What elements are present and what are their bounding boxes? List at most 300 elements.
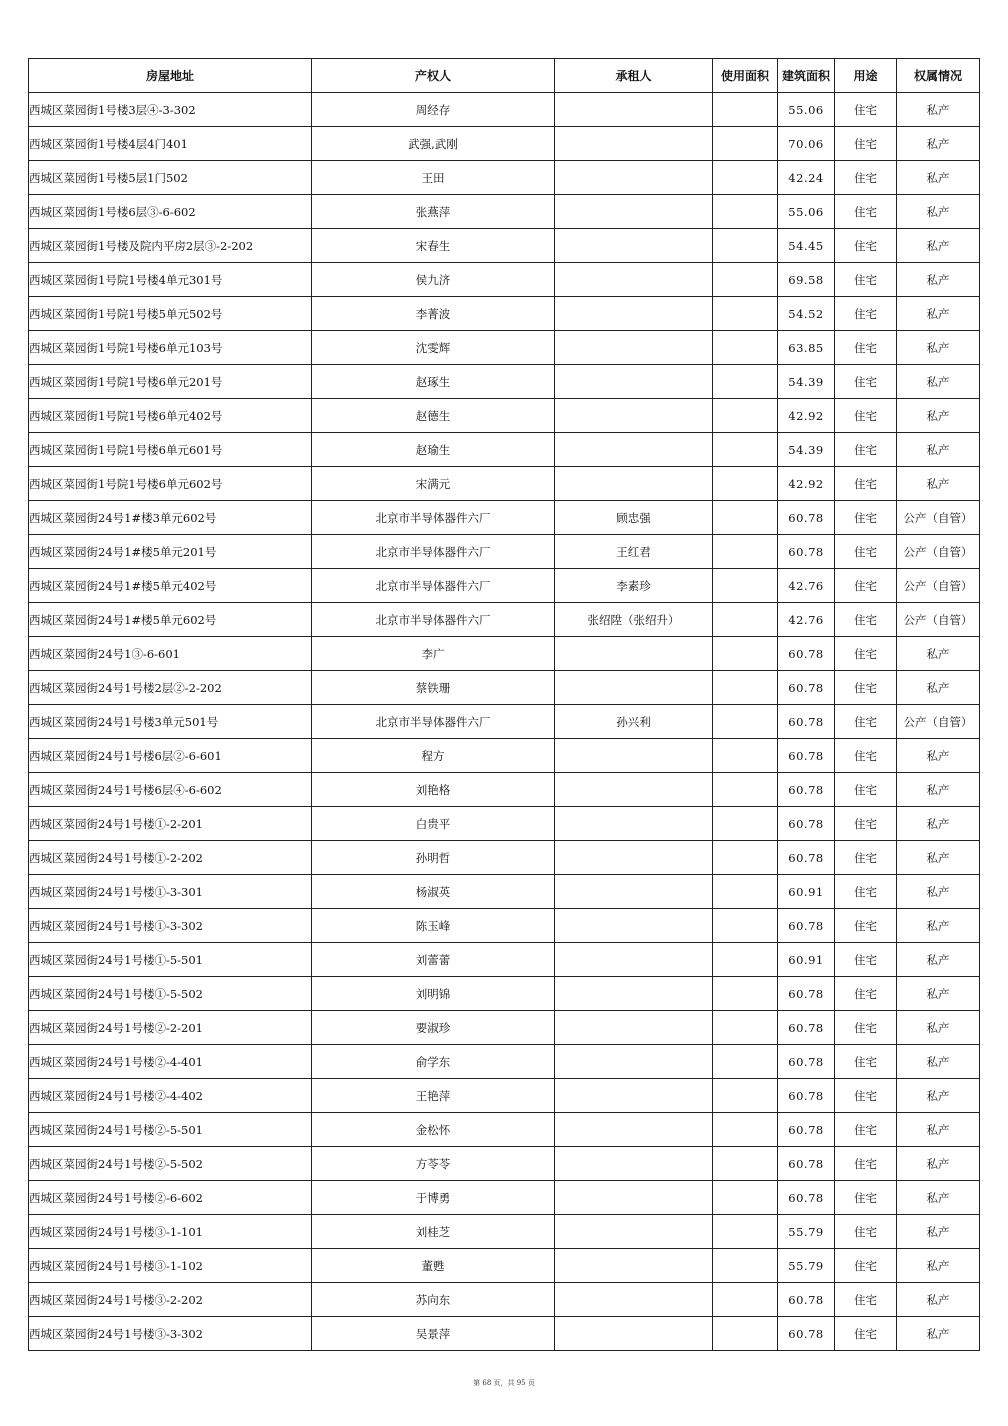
- cell-use-area: [713, 909, 778, 943]
- cell-build-area: 55.06: [778, 93, 835, 127]
- cell-rights: 私产: [897, 195, 980, 229]
- cell-tenant: [555, 739, 713, 773]
- cell-usage: 住宅: [835, 467, 897, 501]
- cell-tenant: [555, 229, 713, 263]
- cell-tenant: [555, 1181, 713, 1215]
- cell-build-area: 42.24: [778, 161, 835, 195]
- cell-tenant: [555, 1147, 713, 1181]
- cell-build-area: 54.39: [778, 365, 835, 399]
- cell-address: 西城区菜园街24号1号楼2层②-2-202: [29, 671, 312, 705]
- header-owner: 产权人: [312, 59, 555, 93]
- cell-build-area: 60.78: [778, 807, 835, 841]
- cell-address: 西城区菜园街24号1#楼5单元201号: [29, 535, 312, 569]
- cell-use-area: [713, 433, 778, 467]
- table-row: [29, 1011, 980, 1045]
- cell-build-area: 60.78: [778, 637, 835, 671]
- table-row: [29, 433, 980, 467]
- cell-build-area: 42.92: [778, 399, 835, 433]
- cell-tenant: [555, 977, 713, 1011]
- cell-usage: 住宅: [835, 1147, 897, 1181]
- cell-build-area: 70.06: [778, 127, 835, 161]
- cell-owner: 宋春生: [312, 229, 555, 263]
- cell-rights: 私产: [897, 1181, 980, 1215]
- cell-build-area: 54.39: [778, 433, 835, 467]
- cell-use-area: [713, 1317, 778, 1351]
- cell-use-area: [713, 603, 778, 637]
- cell-tenant: [555, 773, 713, 807]
- cell-build-area: 60.78: [778, 1317, 835, 1351]
- cell-address: 西城区菜园街24号1号楼②-4-402: [29, 1079, 312, 1113]
- cell-use-area: [713, 1283, 778, 1317]
- cell-address: 西城区菜园街24号1号楼①-3-301: [29, 875, 312, 909]
- cell-use-area: [713, 671, 778, 705]
- cell-usage: 住宅: [835, 501, 897, 535]
- cell-address: 西城区菜园街1号楼4层4门401: [29, 127, 312, 161]
- cell-address: 西城区菜园街24号1号楼②-5-502: [29, 1147, 312, 1181]
- cell-usage: 住宅: [835, 603, 897, 637]
- header-usage: 用途: [835, 59, 897, 93]
- cell-usage: 住宅: [835, 773, 897, 807]
- cell-rights: 私产: [897, 1249, 980, 1283]
- table-row: [29, 127, 980, 161]
- cell-rights: 私产: [897, 807, 980, 841]
- table-row: [29, 841, 980, 875]
- cell-tenant: [555, 1317, 713, 1351]
- cell-address: 西城区菜园街24号1号楼①-3-302: [29, 909, 312, 943]
- cell-tenant: 李素珍: [555, 569, 713, 603]
- cell-use-area: [713, 399, 778, 433]
- cell-owner: 北京市半导体器件六厂: [312, 501, 555, 535]
- cell-owner: 俞学东: [312, 1045, 555, 1079]
- table-row: [29, 671, 980, 705]
- cell-tenant: [555, 1011, 713, 1045]
- table-row: [29, 195, 980, 229]
- cell-owner: 北京市半导体器件六厂: [312, 705, 555, 739]
- cell-usage: 住宅: [835, 297, 897, 331]
- cell-build-area: 60.78: [778, 841, 835, 875]
- cell-usage: 住宅: [835, 93, 897, 127]
- table-row: [29, 93, 980, 127]
- cell-owner: 于博勇: [312, 1181, 555, 1215]
- cell-use-area: [713, 365, 778, 399]
- table-row: [29, 909, 980, 943]
- cell-build-area: 60.78: [778, 705, 835, 739]
- cell-usage: 住宅: [835, 1045, 897, 1079]
- cell-build-area: 60.78: [778, 501, 835, 535]
- cell-rights: 私产: [897, 1317, 980, 1351]
- cell-build-area: 69.58: [778, 263, 835, 297]
- cell-rights: 私产: [897, 1113, 980, 1147]
- cell-rights: 私产: [897, 671, 980, 705]
- cell-build-area: 60.78: [778, 977, 835, 1011]
- table-row: [29, 569, 980, 603]
- cell-rights: 私产: [897, 909, 980, 943]
- table-row: [29, 467, 980, 501]
- cell-usage: 住宅: [835, 569, 897, 603]
- cell-build-area: 54.45: [778, 229, 835, 263]
- cell-address: 西城区菜园街24号1号楼6层④-6-602: [29, 773, 312, 807]
- cell-tenant: [555, 841, 713, 875]
- cell-address: 西城区菜园街24号1#楼5单元402号: [29, 569, 312, 603]
- cell-usage: 住宅: [835, 399, 897, 433]
- table-row: [29, 875, 980, 909]
- cell-rights: 私产: [897, 433, 980, 467]
- header-tenant: 承租人: [555, 59, 713, 93]
- cell-use-area: [713, 263, 778, 297]
- cell-address: 西城区菜园街24号1号楼①-5-502: [29, 977, 312, 1011]
- cell-build-area: 54.52: [778, 297, 835, 331]
- table-row: [29, 297, 980, 331]
- cell-owner: 吴景萍: [312, 1317, 555, 1351]
- cell-address: 西城区菜园街24号1号楼①-5-501: [29, 943, 312, 977]
- cell-rights: 公产（自管）: [897, 603, 980, 637]
- cell-use-area: [713, 637, 778, 671]
- cell-use-area: [713, 161, 778, 195]
- property-table: [28, 58, 980, 1351]
- cell-usage: 住宅: [835, 433, 897, 467]
- cell-tenant: [555, 93, 713, 127]
- cell-rights: 私产: [897, 1283, 980, 1317]
- cell-tenant: [555, 637, 713, 671]
- cell-address: 西城区菜园街24号1号楼②-6-602: [29, 1181, 312, 1215]
- cell-rights: 私产: [897, 739, 980, 773]
- table-row: [29, 535, 980, 569]
- cell-address: 西城区菜园街24号1号楼②-2-201: [29, 1011, 312, 1045]
- cell-tenant: [555, 909, 713, 943]
- cell-address: 西城区菜园街24号1号楼③-1-101: [29, 1215, 312, 1249]
- table-row: [29, 1215, 980, 1249]
- table-row: [29, 603, 980, 637]
- cell-build-area: 55.79: [778, 1249, 835, 1283]
- header-rights: 权属情况: [897, 59, 980, 93]
- cell-owner: 方苓苓: [312, 1147, 555, 1181]
- cell-usage: 住宅: [835, 705, 897, 739]
- table-row: [29, 1283, 980, 1317]
- cell-use-area: [713, 569, 778, 603]
- cell-build-area: 60.91: [778, 875, 835, 909]
- cell-build-area: 42.92: [778, 467, 835, 501]
- page-footer: 第 68 页，共 95 页: [473, 1379, 535, 1387]
- cell-rights: 私产: [897, 1045, 980, 1079]
- cell-address: 西城区菜园街24号1号楼③-2-202: [29, 1283, 312, 1317]
- table-row: [29, 501, 980, 535]
- table-row: [29, 331, 980, 365]
- cell-use-area: [713, 1079, 778, 1113]
- header-address: 房屋地址: [29, 59, 312, 93]
- cell-usage: 住宅: [835, 1181, 897, 1215]
- cell-usage: 住宅: [835, 1283, 897, 1317]
- cell-tenant: 孙兴利: [555, 705, 713, 739]
- cell-tenant: [555, 263, 713, 297]
- cell-use-area: [713, 773, 778, 807]
- cell-tenant: [555, 331, 713, 365]
- cell-rights: 私产: [897, 773, 980, 807]
- cell-address: 西城区菜园街1号楼5层1门502: [29, 161, 312, 195]
- cell-tenant: [555, 807, 713, 841]
- cell-owner: 北京市半导体器件六厂: [312, 603, 555, 637]
- cell-owner: 李菁波: [312, 297, 555, 331]
- cell-address: 西城区菜园街1号院1号楼6单元602号: [29, 467, 312, 501]
- cell-rights: 私产: [897, 943, 980, 977]
- cell-address: 西城区菜园街1号院1号楼6单元201号: [29, 365, 312, 399]
- cell-address: 西城区菜园街24号1#楼5单元602号: [29, 603, 312, 637]
- cell-use-area: [713, 705, 778, 739]
- cell-usage: 住宅: [835, 127, 897, 161]
- cell-tenant: [555, 1215, 713, 1249]
- cell-usage: 住宅: [835, 841, 897, 875]
- cell-tenant: 王红君: [555, 535, 713, 569]
- cell-tenant: [555, 671, 713, 705]
- cell-build-area: 55.79: [778, 1215, 835, 1249]
- cell-owner: 赵德生: [312, 399, 555, 433]
- cell-build-area: 60.78: [778, 1011, 835, 1045]
- cell-tenant: 张绍陞（张绍升）: [555, 603, 713, 637]
- cell-rights: 私产: [897, 127, 980, 161]
- cell-build-area: 60.78: [778, 1079, 835, 1113]
- cell-owner: 蔡铁珊: [312, 671, 555, 705]
- cell-usage: 住宅: [835, 1079, 897, 1113]
- cell-owner: 宋满元: [312, 467, 555, 501]
- cell-use-area: [713, 1147, 778, 1181]
- table-row: [29, 1079, 980, 1113]
- cell-tenant: [555, 943, 713, 977]
- cell-owner: 周经存: [312, 93, 555, 127]
- cell-tenant: [555, 1045, 713, 1079]
- table-row: [29, 229, 980, 263]
- cell-owner: 刘桂芝: [312, 1215, 555, 1249]
- cell-build-area: 60.78: [778, 1181, 835, 1215]
- cell-rights: 私产: [897, 229, 980, 263]
- cell-address: 西城区菜园街24号1号楼③-1-102: [29, 1249, 312, 1283]
- cell-address: 西城区菜园街24号1号楼6层②-6-601: [29, 739, 312, 773]
- table-row: [29, 1249, 980, 1283]
- cell-owner: 白贵平: [312, 807, 555, 841]
- cell-owner: 孙明哲: [312, 841, 555, 875]
- cell-usage: 住宅: [835, 1215, 897, 1249]
- cell-usage: 住宅: [835, 1317, 897, 1351]
- cell-build-area: 60.78: [778, 1283, 835, 1317]
- cell-address: 西城区菜园街24号1号楼②-4-401: [29, 1045, 312, 1079]
- cell-address: 西城区菜园街24号1号楼②-5-501: [29, 1113, 312, 1147]
- cell-tenant: [555, 1113, 713, 1147]
- cell-address: 西城区菜园街24号1号楼③-3-302: [29, 1317, 312, 1351]
- cell-usage: 住宅: [835, 909, 897, 943]
- table-body: [29, 93, 980, 1351]
- cell-build-area: 60.91: [778, 943, 835, 977]
- cell-address: 西城区菜园街1号楼3层④-3-302: [29, 93, 312, 127]
- cell-usage: 住宅: [835, 331, 897, 365]
- cell-usage: 住宅: [835, 365, 897, 399]
- cell-use-area: [713, 93, 778, 127]
- cell-use-area: [713, 1113, 778, 1147]
- cell-address: 西城区菜园街1号楼6层③-6-602: [29, 195, 312, 229]
- cell-use-area: [713, 1249, 778, 1283]
- cell-build-area: 60.78: [778, 739, 835, 773]
- cell-usage: 住宅: [835, 807, 897, 841]
- cell-tenant: [555, 467, 713, 501]
- cell-owner: 陈玉峰: [312, 909, 555, 943]
- cell-build-area: 60.78: [778, 1147, 835, 1181]
- cell-build-area: 55.06: [778, 195, 835, 229]
- cell-build-area: 60.78: [778, 671, 835, 705]
- cell-tenant: [555, 1249, 713, 1283]
- cell-use-area: [713, 195, 778, 229]
- cell-use-area: [713, 943, 778, 977]
- cell-use-area: [713, 229, 778, 263]
- cell-rights: 私产: [897, 467, 980, 501]
- cell-address: 西城区菜园街1号院1号楼6单元601号: [29, 433, 312, 467]
- cell-owner: 赵琢生: [312, 365, 555, 399]
- header-row: [29, 59, 980, 93]
- cell-owner: 李广: [312, 637, 555, 671]
- cell-rights: 私产: [897, 161, 980, 195]
- table-row: [29, 399, 980, 433]
- cell-owner: 苏向东: [312, 1283, 555, 1317]
- cell-tenant: [555, 1283, 713, 1317]
- cell-build-area: 60.78: [778, 773, 835, 807]
- cell-rights: 公产（自管）: [897, 535, 980, 569]
- cell-address: 西城区菜园街24号1号楼3单元501号: [29, 705, 312, 739]
- cell-use-area: [713, 841, 778, 875]
- cell-address: 西城区菜园街1号院1号楼4单元301号: [29, 263, 312, 297]
- cell-usage: 住宅: [835, 943, 897, 977]
- cell-build-area: 42.76: [778, 603, 835, 637]
- cell-use-area: [713, 535, 778, 569]
- cell-rights: 私产: [897, 637, 980, 671]
- cell-address: 西城区菜园街24号1#楼3单元602号: [29, 501, 312, 535]
- table-row: [29, 773, 980, 807]
- cell-tenant: [555, 1079, 713, 1113]
- cell-use-area: [713, 127, 778, 161]
- cell-owner: 刘艳格: [312, 773, 555, 807]
- cell-usage: 住宅: [835, 671, 897, 705]
- cell-use-area: [713, 1215, 778, 1249]
- cell-address: 西城区菜园街1号院1号楼6单元402号: [29, 399, 312, 433]
- cell-usage: 住宅: [835, 739, 897, 773]
- table-row: [29, 943, 980, 977]
- cell-owner: 杨淑英: [312, 875, 555, 909]
- cell-usage: 住宅: [835, 161, 897, 195]
- cell-address: 西城区菜园街24号1③-6-601: [29, 637, 312, 671]
- table-row: [29, 705, 980, 739]
- cell-rights: 私产: [897, 875, 980, 909]
- cell-use-area: [713, 739, 778, 773]
- cell-build-area: 63.85: [778, 331, 835, 365]
- cell-tenant: [555, 297, 713, 331]
- table-row: [29, 1113, 980, 1147]
- cell-rights: 私产: [897, 331, 980, 365]
- cell-rights: 私产: [897, 841, 980, 875]
- cell-owner: 张燕萍: [312, 195, 555, 229]
- cell-rights: 私产: [897, 977, 980, 1011]
- cell-address: 西城区菜园街1号院1号楼6单元103号: [29, 331, 312, 365]
- table-row: [29, 1147, 980, 1181]
- cell-tenant: [555, 127, 713, 161]
- cell-address: 西城区菜园街24号1号楼①-2-201: [29, 807, 312, 841]
- cell-use-area: [713, 977, 778, 1011]
- cell-usage: 住宅: [835, 875, 897, 909]
- cell-use-area: [713, 331, 778, 365]
- cell-rights: 私产: [897, 1147, 980, 1181]
- cell-usage: 住宅: [835, 195, 897, 229]
- cell-owner: 董甦: [312, 1249, 555, 1283]
- table-row: [29, 263, 980, 297]
- table-row: [29, 637, 980, 671]
- cell-tenant: [555, 433, 713, 467]
- table-row: [29, 739, 980, 773]
- cell-usage: 住宅: [835, 1113, 897, 1147]
- cell-owner: 武强,武刚: [312, 127, 555, 161]
- cell-owner: 刘蕾蕾: [312, 943, 555, 977]
- cell-rights: 公产（自管）: [897, 501, 980, 535]
- cell-rights: 私产: [897, 1215, 980, 1249]
- cell-build-area: 60.78: [778, 1045, 835, 1079]
- cell-owner: 侯九济: [312, 263, 555, 297]
- cell-use-area: [713, 501, 778, 535]
- cell-owner: 北京市半导体器件六厂: [312, 569, 555, 603]
- table-row: [29, 1181, 980, 1215]
- cell-tenant: [555, 875, 713, 909]
- cell-use-area: [713, 1045, 778, 1079]
- cell-build-area: 60.78: [778, 535, 835, 569]
- cell-usage: 住宅: [835, 263, 897, 297]
- cell-use-area: [713, 875, 778, 909]
- cell-owner: 沈雯辉: [312, 331, 555, 365]
- cell-tenant: [555, 365, 713, 399]
- cell-rights: 私产: [897, 365, 980, 399]
- cell-usage: 住宅: [835, 229, 897, 263]
- cell-usage: 住宅: [835, 535, 897, 569]
- cell-use-area: [713, 1181, 778, 1215]
- cell-use-area: [713, 297, 778, 331]
- cell-owner: 刘明锦: [312, 977, 555, 1011]
- cell-build-area: 60.78: [778, 909, 835, 943]
- cell-rights: 私产: [897, 297, 980, 331]
- cell-tenant: [555, 399, 713, 433]
- cell-owner: 程方: [312, 739, 555, 773]
- cell-rights: 私产: [897, 263, 980, 297]
- cell-address: 西城区菜园街24号1号楼①-2-202: [29, 841, 312, 875]
- cell-usage: 住宅: [835, 637, 897, 671]
- cell-owner: 赵瑜生: [312, 433, 555, 467]
- cell-rights: 公产（自管）: [897, 705, 980, 739]
- cell-use-area: [713, 807, 778, 841]
- cell-owner: 王艳萍: [312, 1079, 555, 1113]
- cell-address: 西城区菜园街1号楼及院内平房2层③-2-202: [29, 229, 312, 263]
- cell-usage: 住宅: [835, 1011, 897, 1045]
- cell-tenant: 顾忠强: [555, 501, 713, 535]
- cell-rights: 公产（自管）: [897, 569, 980, 603]
- cell-owner: 王田: [312, 161, 555, 195]
- table-row: [29, 1317, 980, 1351]
- cell-rights: 私产: [897, 93, 980, 127]
- header-build-area: 建筑面积: [778, 59, 835, 93]
- table-row: [29, 365, 980, 399]
- header-use-area: 使用面积: [713, 59, 778, 93]
- table-row: [29, 977, 980, 1011]
- cell-rights: 私产: [897, 1079, 980, 1113]
- cell-tenant: [555, 195, 713, 229]
- cell-address: 西城区菜园街1号院1号楼5单元502号: [29, 297, 312, 331]
- table-row: [29, 807, 980, 841]
- cell-owner: 金松怀: [312, 1113, 555, 1147]
- cell-use-area: [713, 467, 778, 501]
- table-row: [29, 1045, 980, 1079]
- cell-build-area: 60.78: [778, 1113, 835, 1147]
- cell-usage: 住宅: [835, 977, 897, 1011]
- cell-tenant: [555, 161, 713, 195]
- cell-rights: 私产: [897, 1011, 980, 1045]
